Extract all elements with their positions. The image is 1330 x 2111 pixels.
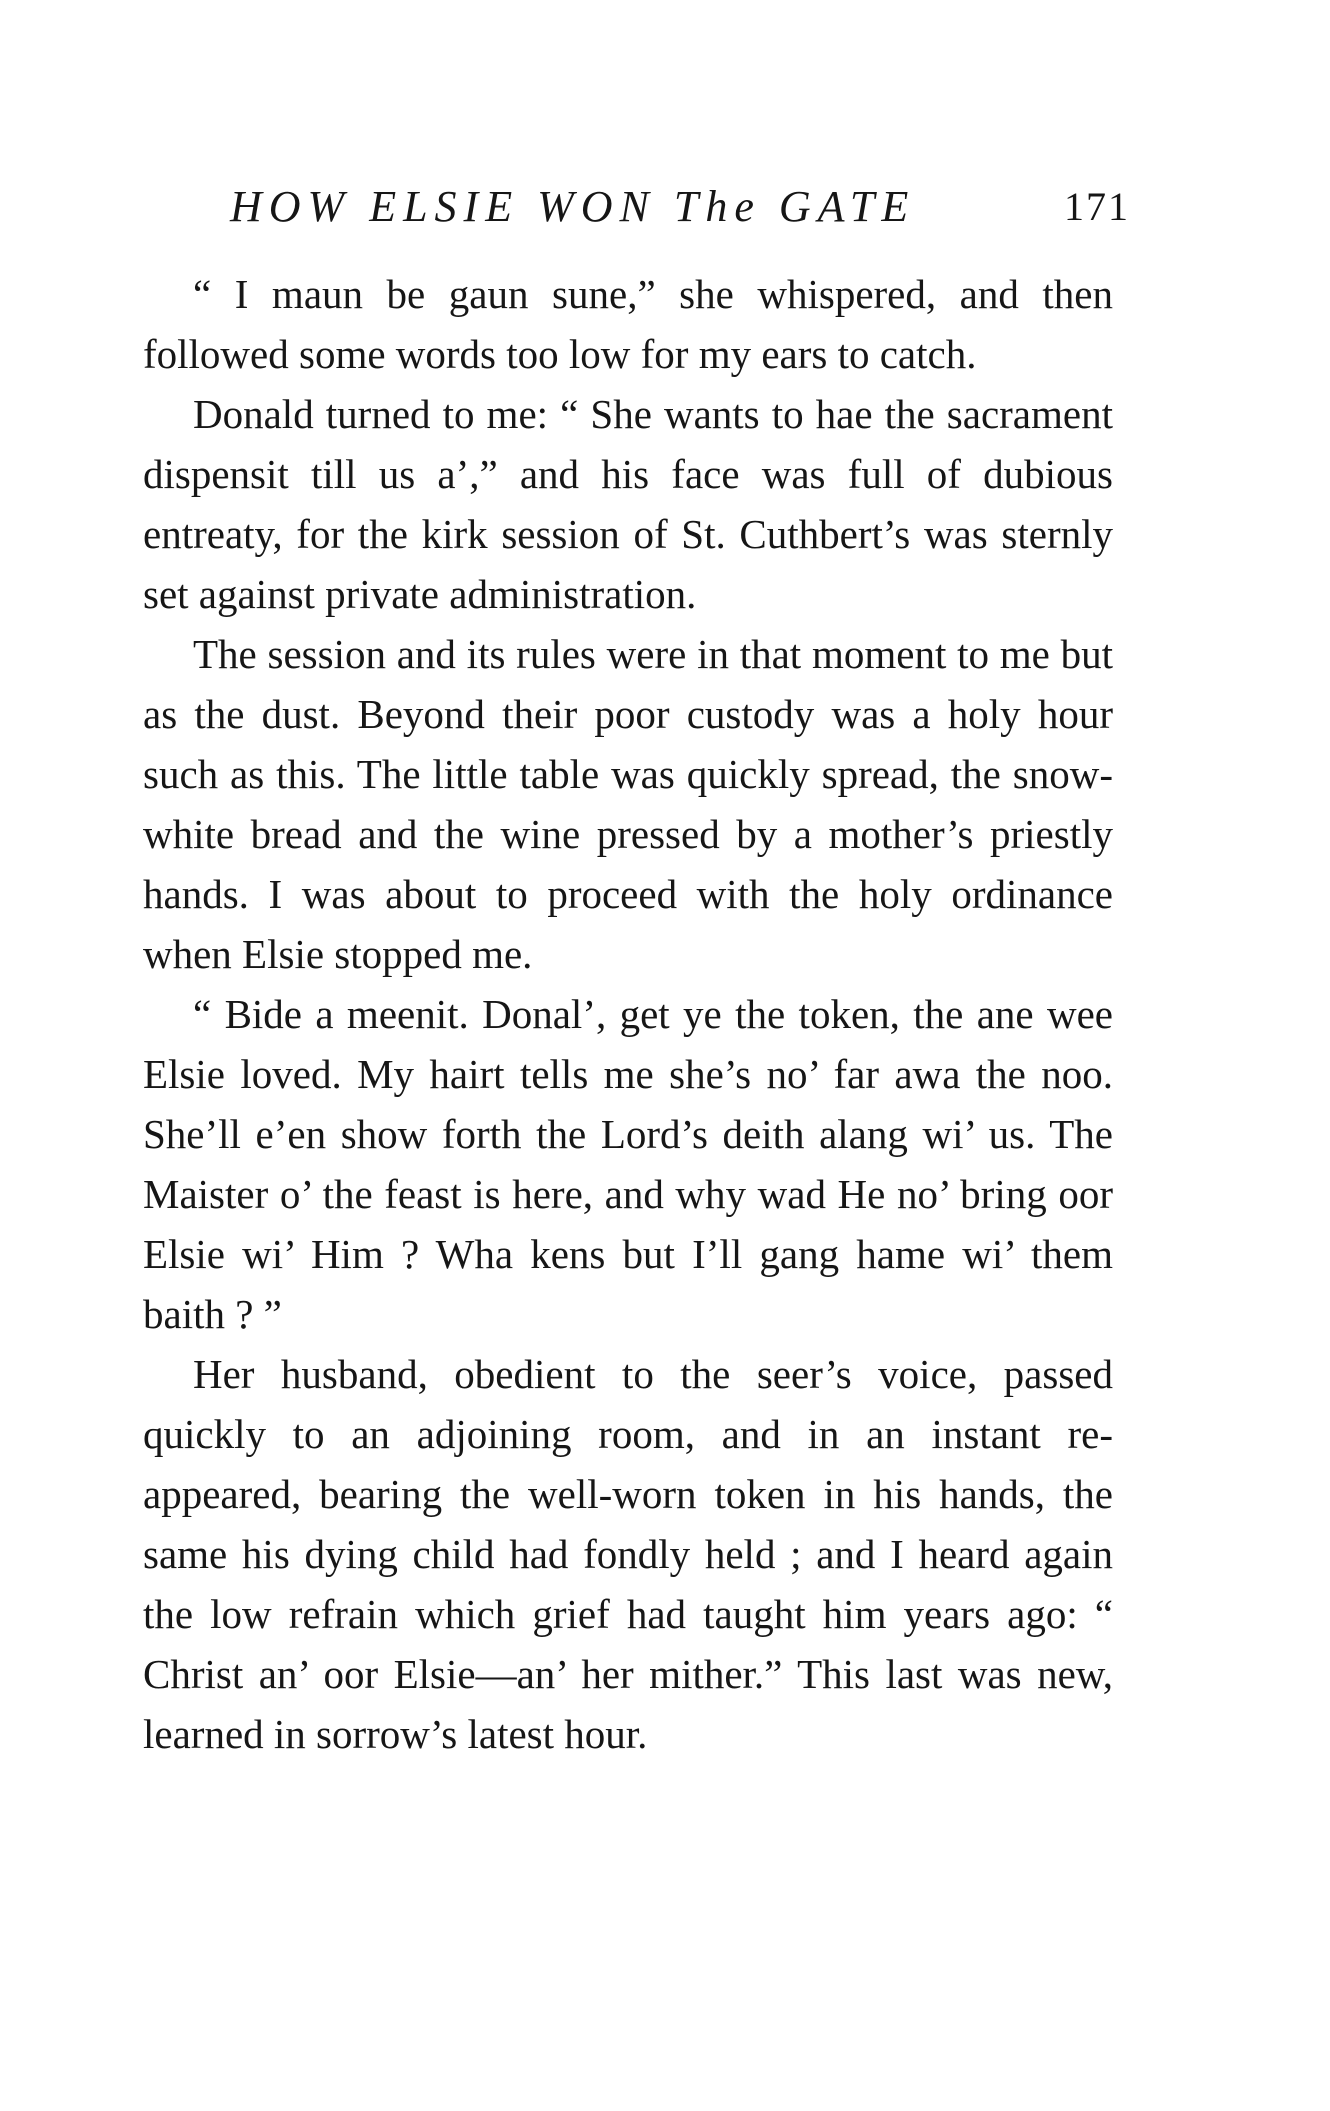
paragraph: “ Bide a meenit. Donal’, get ye the token, the ane wee Elsie loved. My hairt tells me she’s no’ far awa the noo. She’ll e’en show forth the Lord’s deith alang wi’ us. The Maister o’ the feast is here, and why wad He no’ bring oor Elsie wi’ Him ? Wha kens but I’ll gang hame wi’ them baith ? ” bbox=[143, 991, 1113, 1337]
paragraph: “ I maun be gaun sune,” she whispered, and then followed some words too low for my ears to catch. bbox=[143, 271, 1113, 377]
body-text bbox=[143, 264, 1113, 1764]
paragraph: Donald turned to me: “ She wants to hae the sacrament dispensit till us a’,” and his face was full of dubious entreaty, for the kirk session of St. Cuthbert’s was sternly set against private administration. bbox=[143, 391, 1113, 617]
running-title: HOW ELSIE WON The GATE bbox=[230, 182, 916, 231]
paragraph: Her husband, obedient to the seer’s voice, passed quickly to an adjoining room, and in an instant re-appeared, bearing the well-worn token in his hands, the same his dying child had fondly held ; and I heard again the low refrain which grief had taught him years ago: “ Christ an’ oor Elsie—an’ her mither.” This last was new, learned in sorrow’s latest hour. bbox=[143, 1351, 1113, 1757]
running-head bbox=[230, 182, 1130, 232]
paragraph: The session and its rules were in that moment to me but as the dust. Beyond their poor custody was a holy hour such as this. The little table was quickly spread, the snow-white bread and the wine pressed by a mother’s priestly hands. I was about to proceed with the holy ordinance when Elsie stopped me. bbox=[143, 631, 1113, 977]
page-number: 171 bbox=[1064, 184, 1130, 229]
